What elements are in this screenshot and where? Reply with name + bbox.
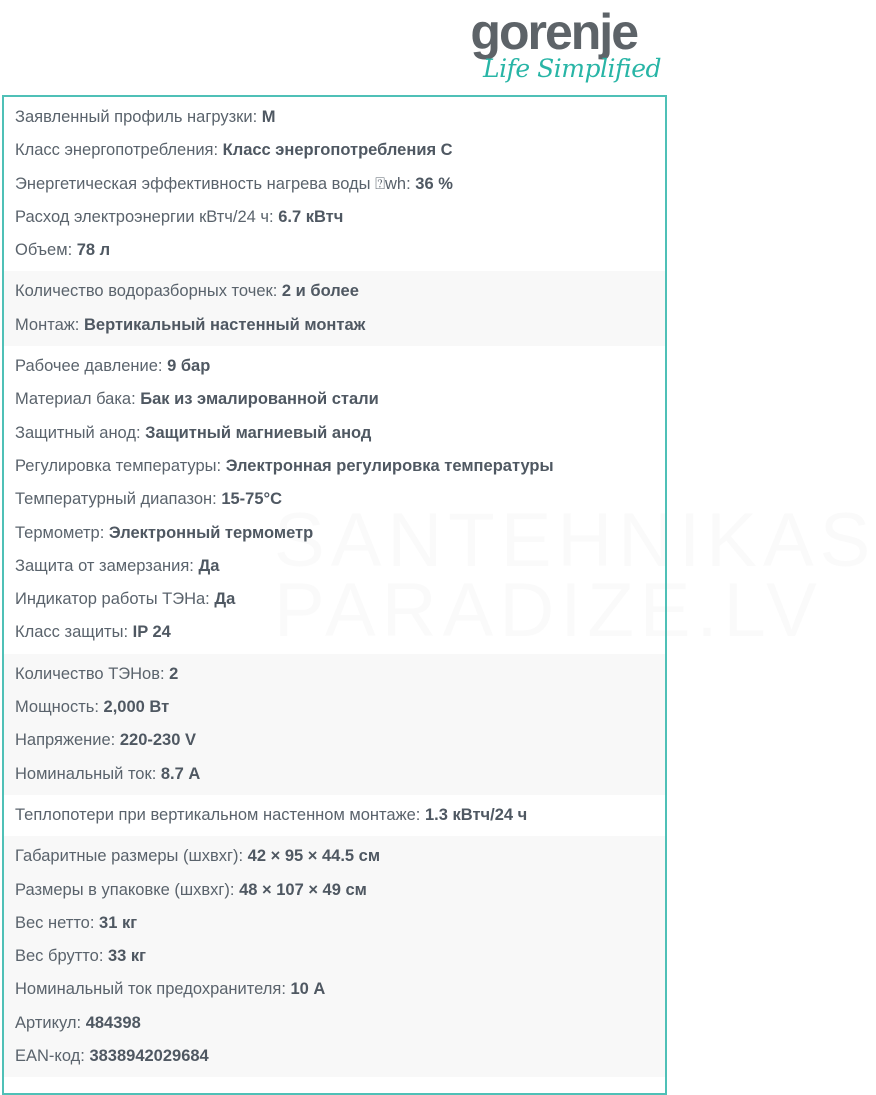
brand-header	[0, 0, 667, 92]
spec-row	[4, 234, 665, 267]
spec-label: Защитный анод:	[15, 423, 146, 442]
spec-row	[4, 691, 665, 724]
spec-value: Вертикальный настенный монтаж	[83, 315, 366, 334]
spec-value: 3838942029684	[89, 1047, 209, 1066]
spec-label: Теплопотери при вертикальном настенном монтаже:	[15, 805, 425, 824]
spec-row	[4, 517, 665, 550]
spec-value: 9 бар	[167, 357, 211, 376]
spec-value: 220-230 V	[119, 731, 196, 750]
spec-value: 31 кг	[99, 913, 138, 932]
spec-value: 33 кг	[107, 947, 147, 966]
spec-label: Энергетическая эффективность нагрева воды ⍰wh:	[15, 174, 416, 193]
spec-value: M	[261, 108, 276, 126]
spec-label: Класс энергопотребления:	[15, 141, 223, 160]
spec-label: Индикатор работы ТЭНа:	[15, 590, 215, 609]
spec-row	[4, 275, 665, 308]
spec-value: Да	[198, 556, 220, 575]
spec-label: Класс защиты:	[15, 623, 133, 642]
spec-row	[4, 483, 665, 516]
spec-label: Вес нетто:	[15, 913, 100, 932]
spec-value: 36 %	[415, 174, 453, 193]
spec-value: 48 × 107 × 49 см	[239, 880, 367, 899]
spec-value: 6.7 кВтч	[278, 207, 344, 226]
spec-row	[4, 101, 665, 134]
spec-label: Регулировка температуры:	[15, 456, 226, 475]
spec-row	[4, 1007, 665, 1040]
spec-row	[4, 658, 665, 691]
spec-section	[4, 836, 665, 1077]
spec-section	[4, 795, 665, 836]
spec-row	[4, 417, 665, 450]
spec-row	[4, 874, 665, 907]
spec-label: Габаритные размеры (шхвхг):	[15, 847, 248, 866]
spec-label: Рабочее давление:	[15, 357, 168, 376]
spec-row	[4, 450, 665, 483]
spec-label: EAN-код:	[15, 1047, 90, 1066]
spec-label: Термометр:	[15, 523, 109, 542]
spec-row	[4, 616, 665, 649]
spec-label: Количество водоразборных точек:	[15, 282, 282, 301]
spec-row	[4, 840, 665, 873]
spec-value: 2 и более	[281, 282, 359, 301]
spec-row	[4, 907, 665, 940]
spec-row	[4, 758, 665, 791]
watermark-line-2: PARADIZE.LV	[274, 568, 823, 653]
spec-section	[4, 271, 665, 346]
spec-label: Номинальный ток предохранителя:	[15, 980, 291, 999]
spec-label: Защита от замерзания:	[15, 556, 199, 575]
brand-logo: gorenje	[470, 4, 637, 60]
spec-value: 42 × 95 × 44.5 см	[247, 847, 381, 866]
spec-row	[4, 583, 665, 616]
spec-label: Размеры в упаковке (шхвхг):	[15, 880, 240, 899]
brand-tagline: Life Simplified	[483, 54, 661, 83]
spec-row	[4, 799, 665, 832]
spec-value: IP 24	[132, 623, 171, 642]
spec-row	[4, 134, 665, 167]
spec-label: Материал бака:	[15, 390, 141, 409]
spec-section	[4, 654, 665, 795]
spec-row	[4, 201, 665, 234]
spec-label: Количество ТЭНов:	[15, 664, 170, 683]
spec-row	[4, 973, 665, 1006]
spec-label: Вес брутто:	[15, 947, 108, 966]
spec-row	[4, 350, 665, 383]
spec-label: Объем:	[15, 241, 77, 260]
spec-row	[4, 383, 665, 416]
spec-label: Напряжение:	[15, 731, 120, 750]
spec-sections	[4, 97, 665, 1077]
spec-section	[4, 97, 665, 271]
spec-value: 78 л	[76, 241, 111, 260]
spec-value: 2,000 Вт	[103, 698, 170, 717]
spec-sheet	[2, 95, 876, 1095]
spec-section	[4, 346, 665, 654]
spec-label: Температурный диапазон:	[15, 490, 222, 509]
spec-value: Класс энергопотребления C	[222, 141, 453, 160]
spec-label: Заявленный профиль нагрузки:	[15, 108, 262, 126]
spec-value: 15-75°C	[221, 490, 283, 509]
spec-label: Расход электроэнергии кВтч/24 ч:	[15, 207, 279, 226]
spec-row	[4, 168, 665, 201]
spec-label: Артикул:	[15, 1013, 86, 1032]
watermark-line-1: SANTEHNIKAS	[274, 498, 876, 583]
spec-row	[4, 550, 665, 583]
spec-value: Электронная регулировка температуры	[225, 456, 554, 475]
spec-value: 8.7 A	[160, 764, 201, 783]
spec-value: Электронный термометр	[108, 523, 314, 542]
spec-label: Монтаж:	[15, 315, 84, 334]
spec-value: Да	[214, 590, 236, 609]
spec-row	[4, 1040, 665, 1073]
spec-value: Бак из эмалированной стали	[140, 390, 379, 409]
spec-value: 10 A	[290, 980, 326, 999]
spec-row	[4, 309, 665, 342]
spec-value: 1.3 кВтч/24 ч	[424, 805, 528, 824]
spec-row	[4, 940, 665, 973]
spec-value: 484398	[85, 1013, 141, 1032]
spec-value: Защитный магниевый анод	[145, 423, 372, 442]
spec-label: Мощность:	[15, 698, 104, 717]
spec-label: Номинальный ток:	[15, 764, 161, 783]
spec-value: 2	[169, 664, 179, 683]
spec-row	[4, 724, 665, 757]
